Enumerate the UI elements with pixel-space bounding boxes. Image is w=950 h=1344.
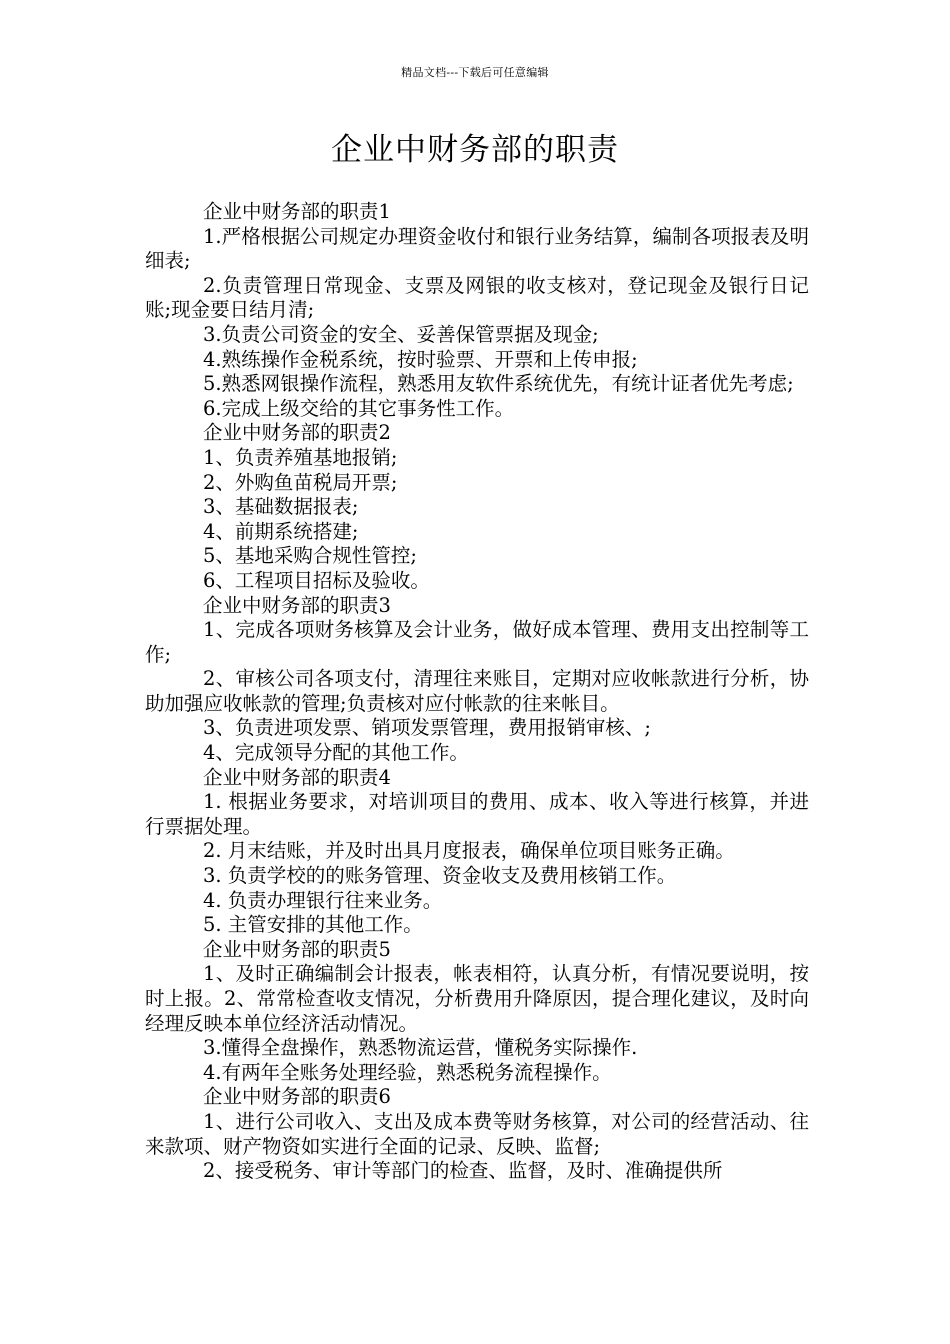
paragraph: 3.懂得全盘操作，熟悉物流运营，懂税务实际操作.: [203, 1036, 638, 1060]
section-heading: 企业中财务部的职责2: [203, 421, 391, 445]
paragraph: 5. 主管安排的其他工作。: [203, 913, 423, 937]
paragraph: 1、完成各项财务核算及会计业务，做好成本管理、费用支出控制等工作;: [145, 618, 809, 666]
section-heading: 企业中财务部的职责4: [203, 765, 391, 789]
paragraph: 4.有两年全账务处理经验，熟悉税务流程操作。: [203, 1060, 612, 1084]
paragraph: 2、审核公司各项支付，清理往来账目，定期对应收帐款进行分析，协助加强应收帐款的管理;负责核对应付帐款的往来帐目。: [145, 667, 809, 715]
paragraph: 5.熟悉网银操作流程，熟悉用友软件系统优先，有统计证者优先考虑;: [203, 372, 794, 396]
paragraph: 2、接受税务、审计等部门的检查、监督，及时、准确提供所: [203, 1159, 723, 1183]
paragraph: 6、工程项目招标及验收。: [203, 568, 430, 592]
paragraph: 3、负责进项发票、销项发票管理，费用报销审核、;: [203, 716, 651, 740]
paragraph: 1、进行公司收入、支出及成本费等财务核算，对公司的经营活动、往来款项、财产物资如实进行全面的记录、反映、监督;: [145, 1109, 809, 1158]
paragraph: 5、基地采购合规性管控;: [203, 544, 417, 568]
paragraph: 4.熟练操作金税系统，按时验票、开票和上传申报;: [203, 347, 638, 371]
paragraph: 4、前期系统搭建;: [203, 519, 359, 543]
paragraph: 3、基础数据报表;: [203, 495, 359, 519]
paragraph: 1. 根据业务要求，对培训项目的费用、成本、收入等进行核算，并进行票据处理。: [145, 790, 809, 838]
paragraph: 2、外购鱼苗税局开票;: [203, 470, 398, 494]
paragraph: 2. 月末结账，并及时出具月度报表，确保单位项目账务正确。: [203, 839, 735, 863]
section-heading: 企业中财务部的职责3: [203, 593, 391, 617]
document-title: 企业中财务部的职责: [331, 132, 619, 168]
header-note: 精品文档---下载后可任意编辑: [401, 66, 549, 79]
paragraph: 1.严格根据公司规定办理资金收付和银行业务结算，编制各项报表及明细表;: [145, 224, 809, 273]
paragraph: 4. 负责办理银行往来业务。: [203, 888, 443, 912]
paragraph: 3. 负责学校的的账务管理、资金收支及费用核销工作。: [203, 864, 677, 888]
document-body: [145, 200, 809, 1184]
section-heading: 企业中财务部的职责6: [203, 1085, 391, 1109]
paragraph: 1、负责养殖基地报销;: [203, 445, 398, 469]
paragraph: 1、及时正确编制会计报表，帐表相符，认真分析，有情况要说明，按时上报。2、常常检查收支情况，分析费用升降原因，提合理化建议，及时向经理反映本单位经济活动情况。: [145, 962, 809, 1035]
paragraph: 2.负责管理日常现金、支票及网银的收支核对，登记现金及银行日记账;现金要日结月清;: [145, 273, 809, 322]
paragraph: 4、完成领导分配的其他工作。: [203, 741, 469, 765]
section-heading: 企业中财务部的职责1: [203, 200, 391, 223]
paragraph: 6.完成上级交给的其它事务性工作。: [203, 396, 515, 420]
paragraph: 3.负责公司资金的安全、妥善保管票据及现金;: [203, 322, 599, 346]
section-heading: 企业中财务部的职责5: [203, 937, 391, 961]
